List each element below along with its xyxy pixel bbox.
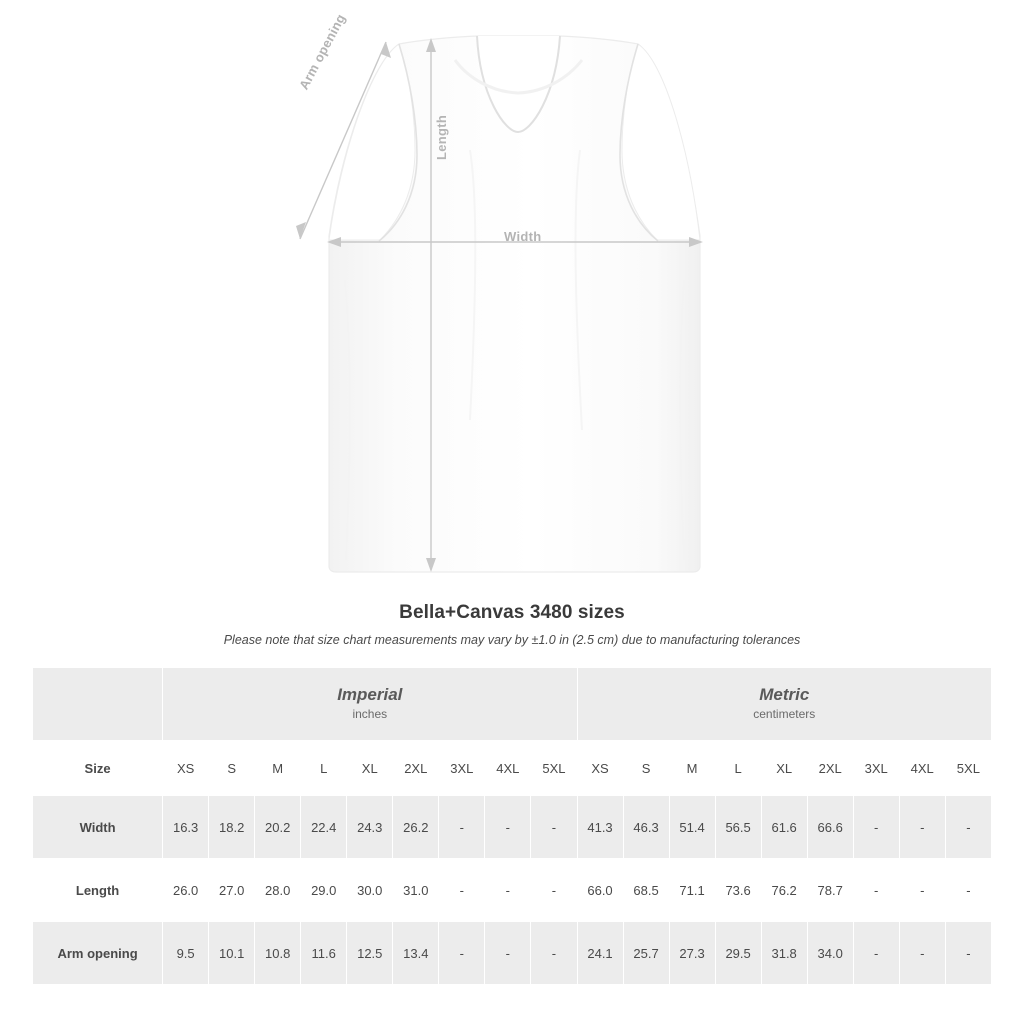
cell-width-metric-xs: 41.3: [577, 796, 623, 859]
size-header-metric-xs: XS: [577, 741, 623, 796]
cell-length-metric-m: 71.1: [669, 859, 715, 922]
cell-length-metric-3xl: -: [853, 859, 899, 922]
table-row: [33, 859, 992, 922]
size-header-imperial-5xl: 5XL: [531, 741, 577, 796]
cell-arm-metric-4xl: -: [899, 922, 945, 985]
unit-system-row: [33, 668, 992, 741]
cell-width-imperial-5xl: -: [531, 796, 577, 859]
size-table: [32, 667, 992, 985]
cell-arm-imperial-3xl: -: [439, 922, 485, 985]
table-row: [33, 796, 992, 859]
metric-unit: centimeters: [753, 707, 816, 722]
cell-width-metric-xl: 61.6: [761, 796, 807, 859]
cell-length-metric-xl: 76.2: [761, 859, 807, 922]
cell-width-metric-5xl: -: [945, 796, 991, 859]
cell-length-imperial-3xl: -: [439, 859, 485, 922]
cell-arm-metric-m: 27.3: [669, 922, 715, 985]
metric-name: Metric: [759, 684, 810, 704]
cell-length-metric-2xl: 78.7: [807, 859, 853, 922]
cell-arm-metric-3xl: -: [853, 922, 899, 985]
cell-arm-metric-5xl: -: [945, 922, 991, 985]
cell-arm-imperial-2xl: 13.4: [393, 922, 439, 985]
size-header-metric-2xl: 2XL: [807, 741, 853, 796]
size-header-metric-m: M: [669, 741, 715, 796]
row-label-length: Length: [33, 859, 163, 922]
cell-arm-imperial-l: 11.6: [301, 922, 347, 985]
cell-width-metric-s: 46.3: [623, 796, 669, 859]
size-header-metric-4xl: 4XL: [899, 741, 945, 796]
cell-width-imperial-s: 18.2: [209, 796, 255, 859]
table-row: [33, 922, 992, 985]
size-header-imperial-s: S: [209, 741, 255, 796]
cell-length-metric-xs: 66.0: [577, 859, 623, 922]
cell-arm-metric-l: 29.5: [715, 922, 761, 985]
imperial-unit: inches: [352, 707, 388, 722]
cell-length-imperial-5xl: -: [531, 859, 577, 922]
cell-arm-imperial-4xl: -: [485, 922, 531, 985]
size-header-metric-xl: XL: [761, 741, 807, 796]
cell-length-metric-l: 73.6: [715, 859, 761, 922]
cell-width-imperial-m: 20.2: [255, 796, 301, 859]
cell-arm-metric-xs: 24.1: [577, 922, 623, 985]
size-header-imperial-xl: XL: [347, 741, 393, 796]
cell-arm-imperial-5xl: -: [531, 922, 577, 985]
cell-length-imperial-s: 27.0: [209, 859, 255, 922]
corner-cell: [33, 668, 163, 741]
size-header-row: [33, 741, 992, 796]
cell-width-metric-2xl: 66.6: [807, 796, 853, 859]
size-header-label: Size: [33, 741, 163, 796]
cell-arm-imperial-m: 10.8: [255, 922, 301, 985]
cell-arm-imperial-xs: 9.5: [163, 922, 209, 985]
width-label: Width: [504, 229, 542, 244]
cell-length-metric-5xl: -: [945, 859, 991, 922]
size-header-imperial-3xl: 3XL: [439, 741, 485, 796]
imperial-header: [163, 668, 577, 741]
size-header-imperial-2xl: 2XL: [393, 741, 439, 796]
size-table-container: [32, 667, 992, 985]
cell-arm-metric-xl: 31.8: [761, 922, 807, 985]
row-label-width: Width: [33, 796, 163, 859]
length-label: Length: [434, 114, 449, 160]
size-header-metric-l: L: [715, 741, 761, 796]
cell-length-imperial-xs: 26.0: [163, 859, 209, 922]
cell-width-metric-4xl: -: [899, 796, 945, 859]
cell-arm-imperial-xl: 12.5: [347, 922, 393, 985]
size-header-metric-s: S: [623, 741, 669, 796]
size-header-imperial-m: M: [255, 741, 301, 796]
size-header-imperial-4xl: 4XL: [485, 741, 531, 796]
page-title: Bella+Canvas 3480 sizes: [399, 602, 625, 623]
cell-length-imperial-m: 28.0: [255, 859, 301, 922]
cell-length-imperial-l: 29.0: [301, 859, 347, 922]
size-header-imperial-l: L: [301, 741, 347, 796]
cell-length-metric-4xl: -: [899, 859, 945, 922]
cell-length-imperial-2xl: 31.0: [393, 859, 439, 922]
size-header-imperial-xs: XS: [163, 741, 209, 796]
title-block: [0, 602, 1024, 647]
cell-width-imperial-l: 22.4: [301, 796, 347, 859]
cell-width-imperial-xs: 16.3: [163, 796, 209, 859]
cell-arm-imperial-s: 10.1: [209, 922, 255, 985]
cell-width-metric-m: 51.4: [669, 796, 715, 859]
cell-arm-metric-s: 25.7: [623, 922, 669, 985]
row-label-arm-opening: Arm opening: [33, 922, 163, 985]
arm-opening-label: Arm opening: [296, 11, 349, 93]
cell-arm-metric-2xl: 34.0: [807, 922, 853, 985]
size-header-metric-3xl: 3XL: [853, 741, 899, 796]
cell-length-imperial-4xl: -: [485, 859, 531, 922]
garment-shape: [329, 36, 700, 572]
cell-width-imperial-3xl: -: [439, 796, 485, 859]
imperial-name: Imperial: [337, 684, 403, 704]
tolerance-note: Please note that size chart measurements may vary by ±1.0 in (2.5 cm) due to manufacturing tolerances: [223, 633, 801, 647]
cell-width-imperial-xl: 24.3: [347, 796, 393, 859]
cell-length-imperial-xl: 30.0: [347, 859, 393, 922]
cell-width-imperial-4xl: -: [485, 796, 531, 859]
cell-width-metric-3xl: -: [853, 796, 899, 859]
cell-width-imperial-2xl: 26.2: [393, 796, 439, 859]
cell-width-metric-l: 56.5: [715, 796, 761, 859]
metric-header: [577, 668, 992, 741]
size-header-metric-5xl: 5XL: [945, 741, 991, 796]
cell-length-metric-s: 68.5: [623, 859, 669, 922]
